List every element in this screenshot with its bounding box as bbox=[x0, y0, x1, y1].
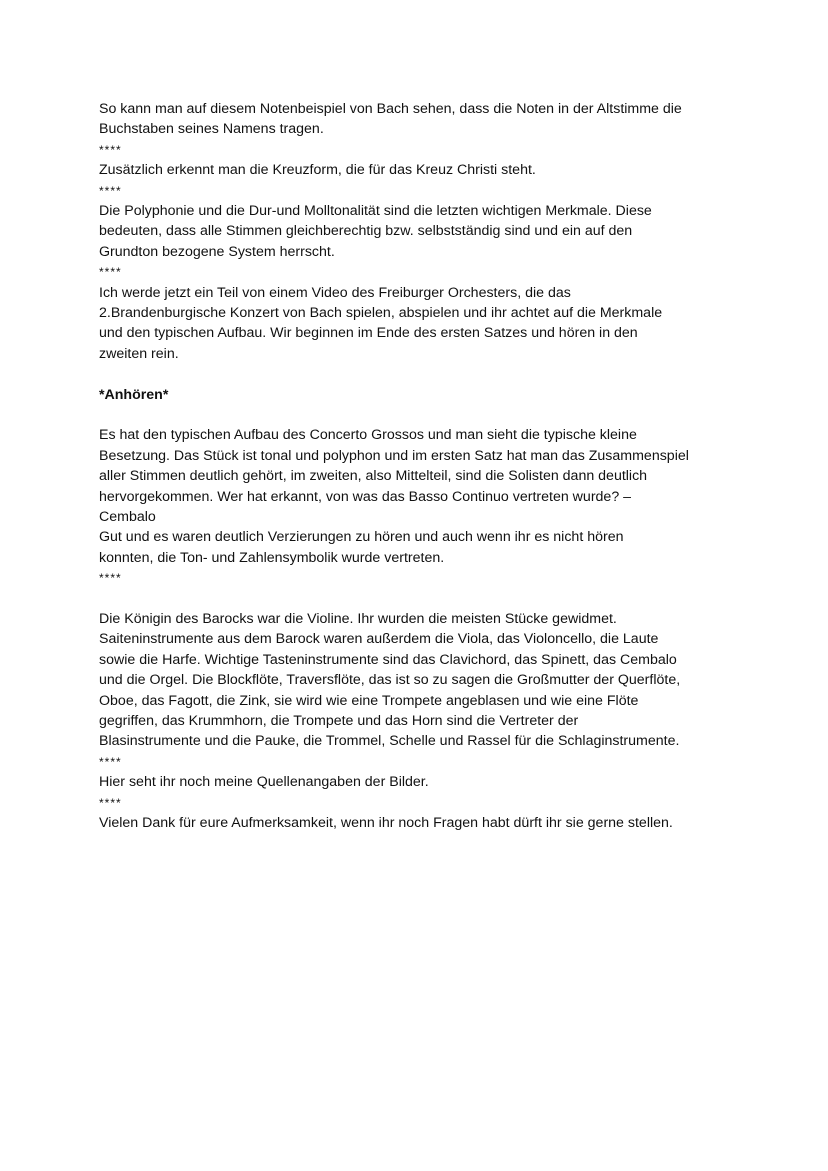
text-line: sowie die Harfe. Wichtige Tasteninstrumente sind das Clavichord, das Spinett, das Cembalo bbox=[99, 651, 677, 668]
separator: **** bbox=[99, 795, 122, 810]
separator: **** bbox=[99, 754, 122, 769]
text-line: Gut und es waren deutlich Verzierungen zu hören und auch wenn ihr es nicht hören bbox=[99, 529, 624, 546]
paragraph-sources bbox=[99, 772, 759, 792]
section-heading: *Anhören* bbox=[99, 386, 169, 403]
text-line: So kann man auf diesem Notenbeispiel von Bach sehen, dass die Noten in der Altstimme die bbox=[99, 101, 682, 117]
paragraph-cross-form bbox=[99, 160, 759, 180]
text-line: Hier seht ihr noch meine Quellenangaben der Bilder. bbox=[99, 774, 429, 791]
text-line: und die Orgel. Die Blockflöte, Traversflöte, das ist so zu sagen die Großmutter der Querflöte, bbox=[99, 672, 681, 689]
paragraph-bach-notes bbox=[99, 99, 759, 140]
text-line: gegriffen, das Krummhorn, die Trompete und das Horn sind die Vertreter der bbox=[99, 713, 579, 730]
text-line: Oboe, das Fagott, die Zink, sie wird wie eine Trompete angeblasen und wie eine Flöte bbox=[99, 692, 639, 709]
blank-line bbox=[99, 589, 759, 609]
text-line: bedeuten, dass alle Stimmen gleichberechtig bzw. selbstständig sind und ein auf den bbox=[99, 223, 633, 240]
text-line: aller Stimmen deutlich gehört, im zweiten, also Mittelteil, sind die Solisten dann deutlich bbox=[99, 468, 648, 485]
text-line: Saiteninstrumente aus dem Barock waren außerdem die Viola, das Violoncello, die Laute bbox=[99, 631, 659, 648]
text-line: zweiten rein. bbox=[99, 345, 179, 362]
text-line: und den typischen Aufbau. Wir beginnen im Ende des ersten Satzes und hören in den bbox=[99, 325, 638, 342]
paragraph-instruments bbox=[99, 609, 759, 752]
separator: **** bbox=[99, 571, 122, 586]
paragraph-video bbox=[99, 283, 759, 365]
text-line: Es hat den typischen Aufbau des Concerto Grossos und man sieht die typische kleine bbox=[99, 427, 637, 444]
text-line: Zusätzlich erkennt man die Kreuzform, die für das Kreuz Christi steht. bbox=[99, 162, 536, 179]
paragraph-concerto-grosso bbox=[99, 425, 759, 568]
separator: **** bbox=[99, 142, 122, 157]
separator: **** bbox=[99, 265, 122, 280]
separator: **** bbox=[99, 183, 122, 198]
text-line: Die Polyphonie und die Dur-und Molltonalität sind die letzten wichtigen Merkmale. Diese bbox=[99, 203, 652, 219]
text-line: Vielen Dank für eure Aufmerksamkeit, wenn ihr noch Fragen habt dürft ihr sie gerne stellen. bbox=[99, 815, 673, 832]
text-line: Besetzung. Das Stück ist tonal und polyphon und im ersten Satz hat man das Zusammenspiel bbox=[99, 447, 689, 464]
paragraph-thanks bbox=[99, 813, 759, 833]
text-line: Blasinstrumente und die Pauke, die Trommel, Schelle und Rassel für die Schlaginstrumente. bbox=[99, 733, 680, 750]
text-line: konnten, die Ton- und Zahlensymbolik wurde vertreten. bbox=[99, 549, 445, 566]
text-line: Buchstaben seines Namens tragen. bbox=[99, 121, 324, 138]
text-line: hervorgekommen. Wer hat erkannt, von was das Basso Continuo vertreten wurde? – bbox=[99, 488, 632, 505]
paragraph-polyphony bbox=[99, 201, 759, 262]
text-line: Die Königin des Barocks war die Violine. Ihr wurden die meisten Stücke gewidmet. bbox=[99, 611, 617, 628]
text-line: Cembalo bbox=[99, 509, 156, 526]
text-line: Grundton bezogene System herrscht. bbox=[99, 243, 335, 260]
document-page bbox=[99, 99, 759, 833]
text-line: Ich werde jetzt ein Teil von einem Video des Freiburger Orchesters, die das bbox=[99, 284, 571, 301]
text-line: 2.Brandenburgische Konzert von Bach spielen, abspielen und ihr achtet auf die Merkmale bbox=[99, 305, 663, 322]
